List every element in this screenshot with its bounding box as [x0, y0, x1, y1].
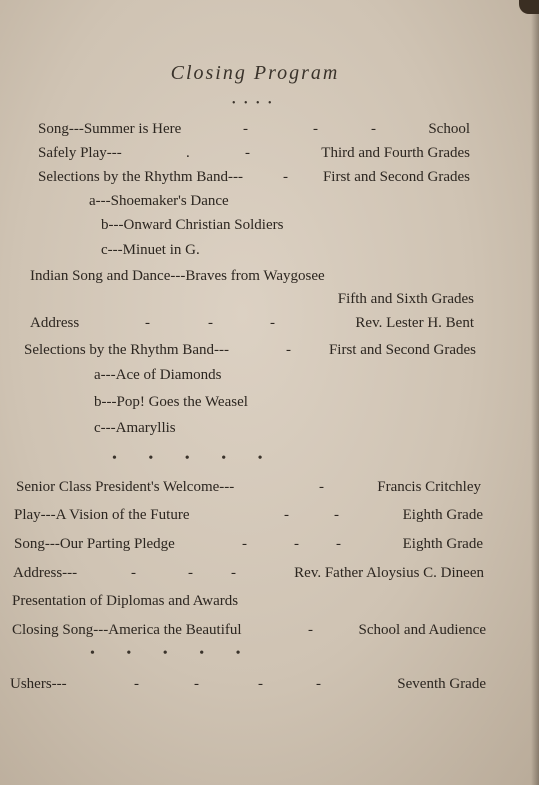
separator-dots: • • • • •: [112, 451, 263, 466]
item-performer: First and Second Grades: [328, 342, 476, 358]
item-performer: Rev. Father Aloysius C. Dineen: [294, 565, 484, 581]
item-title: Safely Play---: [38, 145, 122, 161]
item-dash: -: [283, 169, 288, 185]
item-dash: -: [286, 342, 291, 358]
item-dash: -: [316, 676, 321, 692]
item-performer: School and Audience: [358, 622, 486, 638]
item-dash: -: [245, 145, 250, 161]
item-title: Senior Class President's Welcome---: [16, 479, 235, 495]
subitem-title: a---Shoemaker's Dance: [89, 193, 229, 209]
item-performer: School: [428, 121, 470, 137]
item-title: Ushers---: [10, 676, 67, 692]
item-dash: -: [188, 565, 193, 581]
item-dash: -: [258, 676, 263, 692]
item-performer: Eighth Grade: [402, 507, 483, 523]
item-dash: -: [231, 565, 236, 581]
item-title: Selections by the Rhythm Band---: [24, 342, 229, 358]
item-title: Play---A Vision of the Future: [14, 507, 190, 523]
title-ornament: • • • •: [232, 98, 275, 109]
item-dash: -: [243, 121, 248, 137]
item-title: Song---Summer is Here: [38, 121, 182, 137]
item-performer: Rev. Lester H. Bent: [355, 315, 474, 331]
item-performer: Fifth and Sixth Grades: [337, 291, 474, 307]
item-title: Indian Song and Dance---Braves from Waygosee: [30, 268, 325, 284]
item-title: Presentation of Diplomas and Awards: [12, 593, 239, 609]
item-dash: -: [319, 479, 324, 495]
item-performer: Seventh Grade: [397, 676, 486, 692]
item-dash: -: [270, 315, 275, 331]
item-performer: Eighth Grade: [402, 536, 483, 552]
item-dash: -: [294, 536, 299, 552]
item-title: Address---: [13, 565, 78, 581]
item-dash: -: [242, 536, 247, 552]
item-performer: First and Second Grades: [322, 169, 470, 185]
item-title: Song---Our Parting Pledge: [14, 536, 175, 552]
item-dash: -: [208, 315, 213, 331]
item-title: Address: [30, 315, 80, 331]
separator-dots: • • • • •: [90, 646, 241, 661]
subitem-title: c---Amaryllis: [94, 420, 176, 436]
item-dash: -: [134, 676, 139, 692]
subitem-title: b---Pop! Goes the Weasel: [94, 394, 248, 410]
item-dash: -: [145, 315, 150, 331]
page-corner: [519, 0, 539, 14]
subitem-title: c---Minuet in G.: [101, 242, 200, 258]
item-dash: -: [313, 121, 318, 137]
subitem-title: a---Ace of Diamonds: [94, 367, 222, 383]
item-title: Closing Song---America the Beautiful: [12, 622, 242, 638]
item-title: Selections by the Rhythm Band---: [38, 169, 243, 185]
item-dash: -: [336, 536, 341, 552]
item-dash: -: [284, 507, 289, 523]
subitem-title: b---Onward Christian Soldiers: [101, 217, 284, 233]
item-performer: Francis Critchley: [377, 479, 481, 495]
item-performer: Third and Fourth Grades: [321, 145, 470, 161]
item-dash: -: [308, 622, 313, 638]
item-dash: -: [371, 121, 376, 137]
item-dash: -: [131, 565, 136, 581]
program-title: Closing Program: [170, 62, 340, 84]
item-dash: -: [334, 507, 339, 523]
page-edge-shadow: [531, 0, 539, 785]
item-dash: -: [194, 676, 199, 692]
item-dash: .: [186, 145, 190, 161]
